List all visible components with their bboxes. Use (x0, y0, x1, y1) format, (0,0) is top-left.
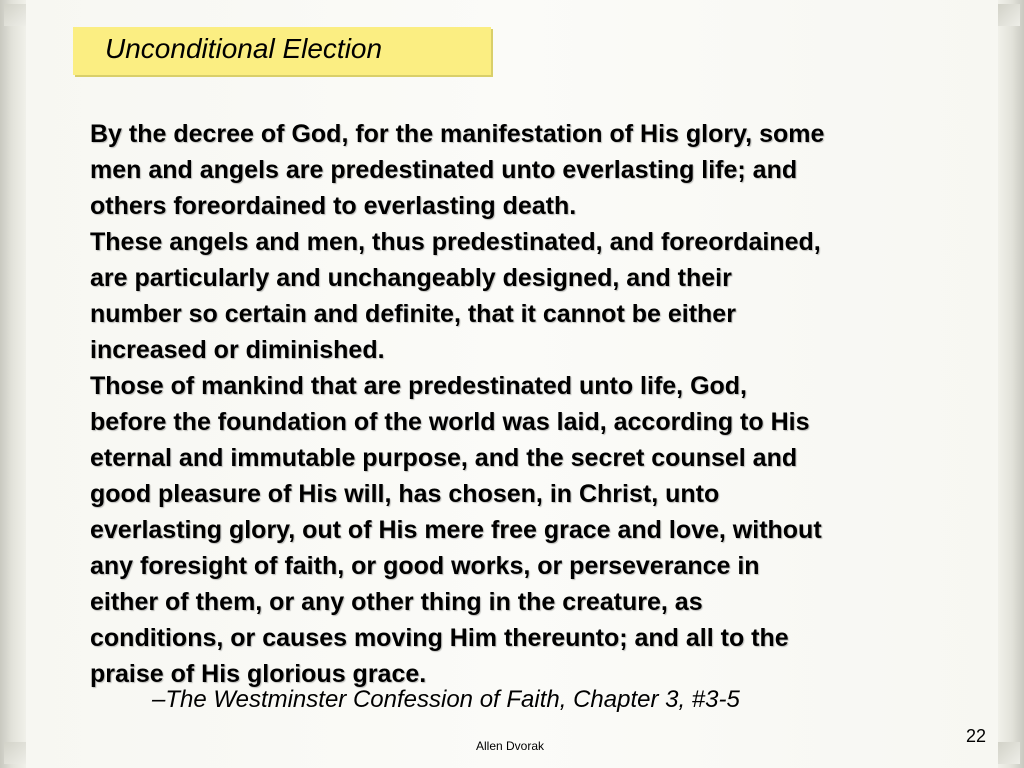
page-corner-bottom-left (4, 742, 26, 764)
body-line: before the foundation of the world was laid, according to His (90, 408, 810, 436)
quotation-body (90, 116, 990, 692)
page-corner-top-right (998, 4, 1020, 26)
body-line: are particularly and unchangeably designed, and their (90, 264, 732, 292)
body-line: any foresight of faith, or good works, or perseverance in (90, 552, 760, 580)
body-line: men and angels are predestinated unto everlasting life; and (90, 156, 798, 184)
body-line: conditions, or causes moving Him thereunto; and all to the (90, 624, 789, 652)
page-edge-right (998, 0, 1024, 768)
body-line: eternal and immutable purpose, and the secret counsel and (90, 444, 798, 472)
body-line: Those of mankind that are predestinated unto life, God, (90, 372, 748, 400)
body-line: By the decree of God, for the manifestation of His glory, some (90, 120, 825, 148)
page-corner-bottom-right (998, 742, 1020, 764)
body-line: either of them, or any other thing in the creature, as (90, 588, 703, 616)
citation: –The Westminster Confession of Faith, Chapter 3, #3-5 (152, 686, 740, 713)
page-corner-top-left (4, 4, 26, 26)
slide-title: Unconditional Election (105, 33, 383, 64)
body-line: These angels and men, thus predestinated, and foreordained, (90, 228, 821, 256)
body-line: praise of His glorious grace. (90, 660, 427, 688)
body-line: good pleasure of His will, has chosen, in Christ, unto (90, 480, 720, 508)
body-line: others foreordained to everlasting death. (90, 192, 577, 220)
body-line: everlasting glory, out of His mere free grace and love, without (90, 516, 822, 544)
page-edge-left (0, 0, 26, 768)
body-line: increased or diminished. (90, 336, 385, 364)
body-line: number so certain and definite, that it cannot be either (90, 300, 736, 328)
page-number: 22 (966, 726, 987, 746)
author-footer: Allen Dvorak (476, 739, 545, 753)
